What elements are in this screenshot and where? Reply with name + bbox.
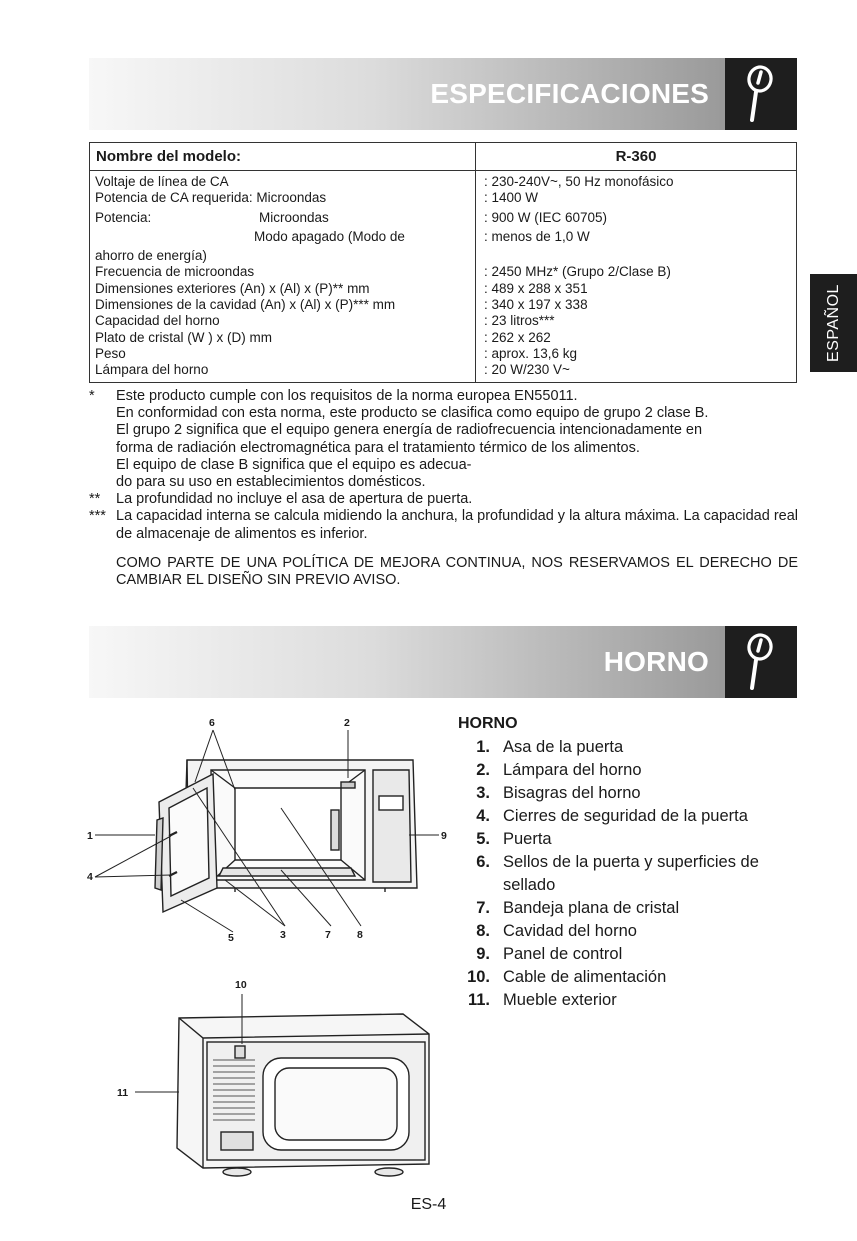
callout-7: 7 [325,929,331,941]
spec-label: Plato de cristal (W ) x (D) mm [95,329,273,345]
callout-8: 8 [357,929,363,941]
spec-value: : 340 x 197 x 338 [484,297,588,313]
item-text: Bandeja plana de cristal [503,899,680,917]
spec-value: : 2450 MHz* (Grupo 2/Clase B) [484,264,671,280]
item-number: 11. [467,991,490,1009]
microwave-front-illustration [155,760,417,912]
footnote-line: Este producto cumple con los requisitos de la norma europea EN55011. [116,388,578,404]
footnote-marker: ** [89,491,101,508]
spec-label-row [95,229,470,245]
footnote-line: forma de radiación electromagnética para el tratamiento térmico de los alimentos. [116,439,640,456]
spec-label: Capacidad del horno [95,313,220,329]
spec-label: Lámpara del horno [95,362,209,378]
callout-2: 2 [344,717,350,729]
spec-label-sub: Microondas [259,209,329,225]
item-number: 4. [476,807,490,825]
list-item [458,897,793,920]
spec-label: ahorro de energía) [95,248,207,264]
item-text: Lámpara del horno [503,761,642,779]
list-item [458,966,793,989]
footnote-marker: *** [89,508,106,525]
info-icon-box [725,626,797,698]
spec-value: : 230-240V~, 50 Hz monofásico [484,174,674,189]
oven-banner [89,626,797,698]
item-number: 10. [467,968,490,986]
oven-diagram [85,712,455,1192]
list-item [458,782,793,805]
spec-value: : aprox. 13,6 kg [484,345,578,361]
specs-title: ESPECIFICACIONES [430,78,709,109]
spec-value-empty [484,248,788,264]
spec-value: : 262 x 262 [484,329,551,345]
spec-label: Dimensiones de la cavidad (An) x (Al) x (P)*** mm [95,297,396,313]
footnote-line: En conformidad con esta norma, este producto se clasifica como equipo de grupo 2 clase B. [116,405,709,422]
list-item [458,920,793,943]
model-name-value: R-360 [476,143,797,171]
footnotes [89,388,798,589]
footnote-text: La profundidad no incluye el asa de apertura de puerta. [116,491,473,508]
list-item [458,989,793,1012]
footnote-1 [89,388,798,491]
language-tab [810,274,857,372]
spec-label-sub: Modo apagado (Modo de [254,228,405,244]
list-item [458,736,793,759]
list-item [458,828,793,851]
item-number: 2. [476,761,490,779]
item-number: 9. [476,945,490,963]
item-number: 1. [476,738,490,756]
specs-values [476,171,797,383]
specs-header-row [90,143,797,171]
spec-label: Dimensiones exteriores (An) x (Al) x (P)** mm [95,280,370,296]
spec-value: : 489 x 288 x 351 [484,280,588,296]
callout-1: 1 [87,830,93,842]
specs-labels [90,171,476,383]
footnote-line: do para su uso en establecimientos domésticos. [116,474,426,491]
footnote-marker: * [89,388,95,404]
footnote-line: El equipo de clase B significa que el equipo es adecua- [116,456,472,473]
spec-value: : 20 W/230 V~ [484,362,570,378]
callout-11: 11 [117,1087,129,1099]
oven-title: HORNO [603,646,709,677]
spec-label: Potencia: [95,209,152,225]
callout-9: 9 [441,830,447,842]
footnote-2 [89,491,798,508]
footnote-text: La capacidad interna se calcula midiendo la anchura, la profundidad y la altura máxima. La capacidad real de almacenaje de alimentos es inferior. [116,508,798,542]
list-item [458,943,793,966]
item-number: 7. [476,899,490,917]
spec-value: : menos de 1,0 W [484,228,590,244]
callout-5: 5 [228,932,234,944]
callout-3: 3 [280,929,286,941]
list-item [458,759,793,782]
item-text: Mueble exterior [503,991,617,1009]
item-number: 8. [476,922,490,940]
spec-label: Potencia de CA requerida: Microondas [95,190,327,206]
language-label: ESPAÑOL [824,284,842,362]
callout-6: 6 [209,717,215,729]
page-number: ES-4 [410,1196,447,1213]
spec-value: : 23 litros*** [484,313,555,329]
callout-4: 4 [87,871,93,883]
item-text: Panel de control [503,945,623,963]
microwave-rear-illustration [177,1014,429,1176]
specs-banner [89,58,797,130]
model-name-label: Nombre del modelo: [90,143,476,171]
info-icon-box [725,58,797,130]
spec-label-row [95,210,470,226]
list-item [458,805,793,828]
item-number: 6. [476,853,490,871]
item-text: Asa de la puerta [503,738,624,756]
spec-label: Voltaje de línea de CA [95,174,229,189]
item-text: Sellos de la puerta y superficies de sellado [503,853,759,894]
specs-table [89,142,797,383]
oven-parts-legend [458,712,793,1012]
spec-label: Peso [95,345,126,361]
specs-body-row [90,171,797,383]
callout-10: 10 [235,979,247,991]
info-icon [743,64,777,124]
spec-value: : 900 W (IEC 60705) [484,209,608,225]
item-text: Puerta [503,830,552,848]
item-number: 5. [476,830,490,848]
spec-label: Frecuencia de microondas [95,264,255,280]
item-text: Cable de alimentación [503,968,667,986]
item-number: 3. [476,784,490,802]
spec-value: : 1400 W [484,190,539,206]
info-icon [743,632,777,692]
legend-title: HORNO [458,715,518,732]
footnote-3 [89,508,798,542]
item-text: Cierres de seguridad de la puerta [503,807,748,825]
footnote-line: El grupo 2 significa que el equipo genera energía de radiofrecuencia intencionadamente en [116,422,703,439]
item-text: Bisagras del horno [503,784,641,802]
item-text: Cavidad del horno [503,922,637,940]
policy-notice: COMO PARTE DE UNA POLÍTICA DE MEJORA CONTINUA, NOS RESERVAMOS EL DERECHO DE CAMBIAR EL DISEÑO SIN PREVIO AVISO. [116,554,798,589]
list-item [458,851,793,897]
